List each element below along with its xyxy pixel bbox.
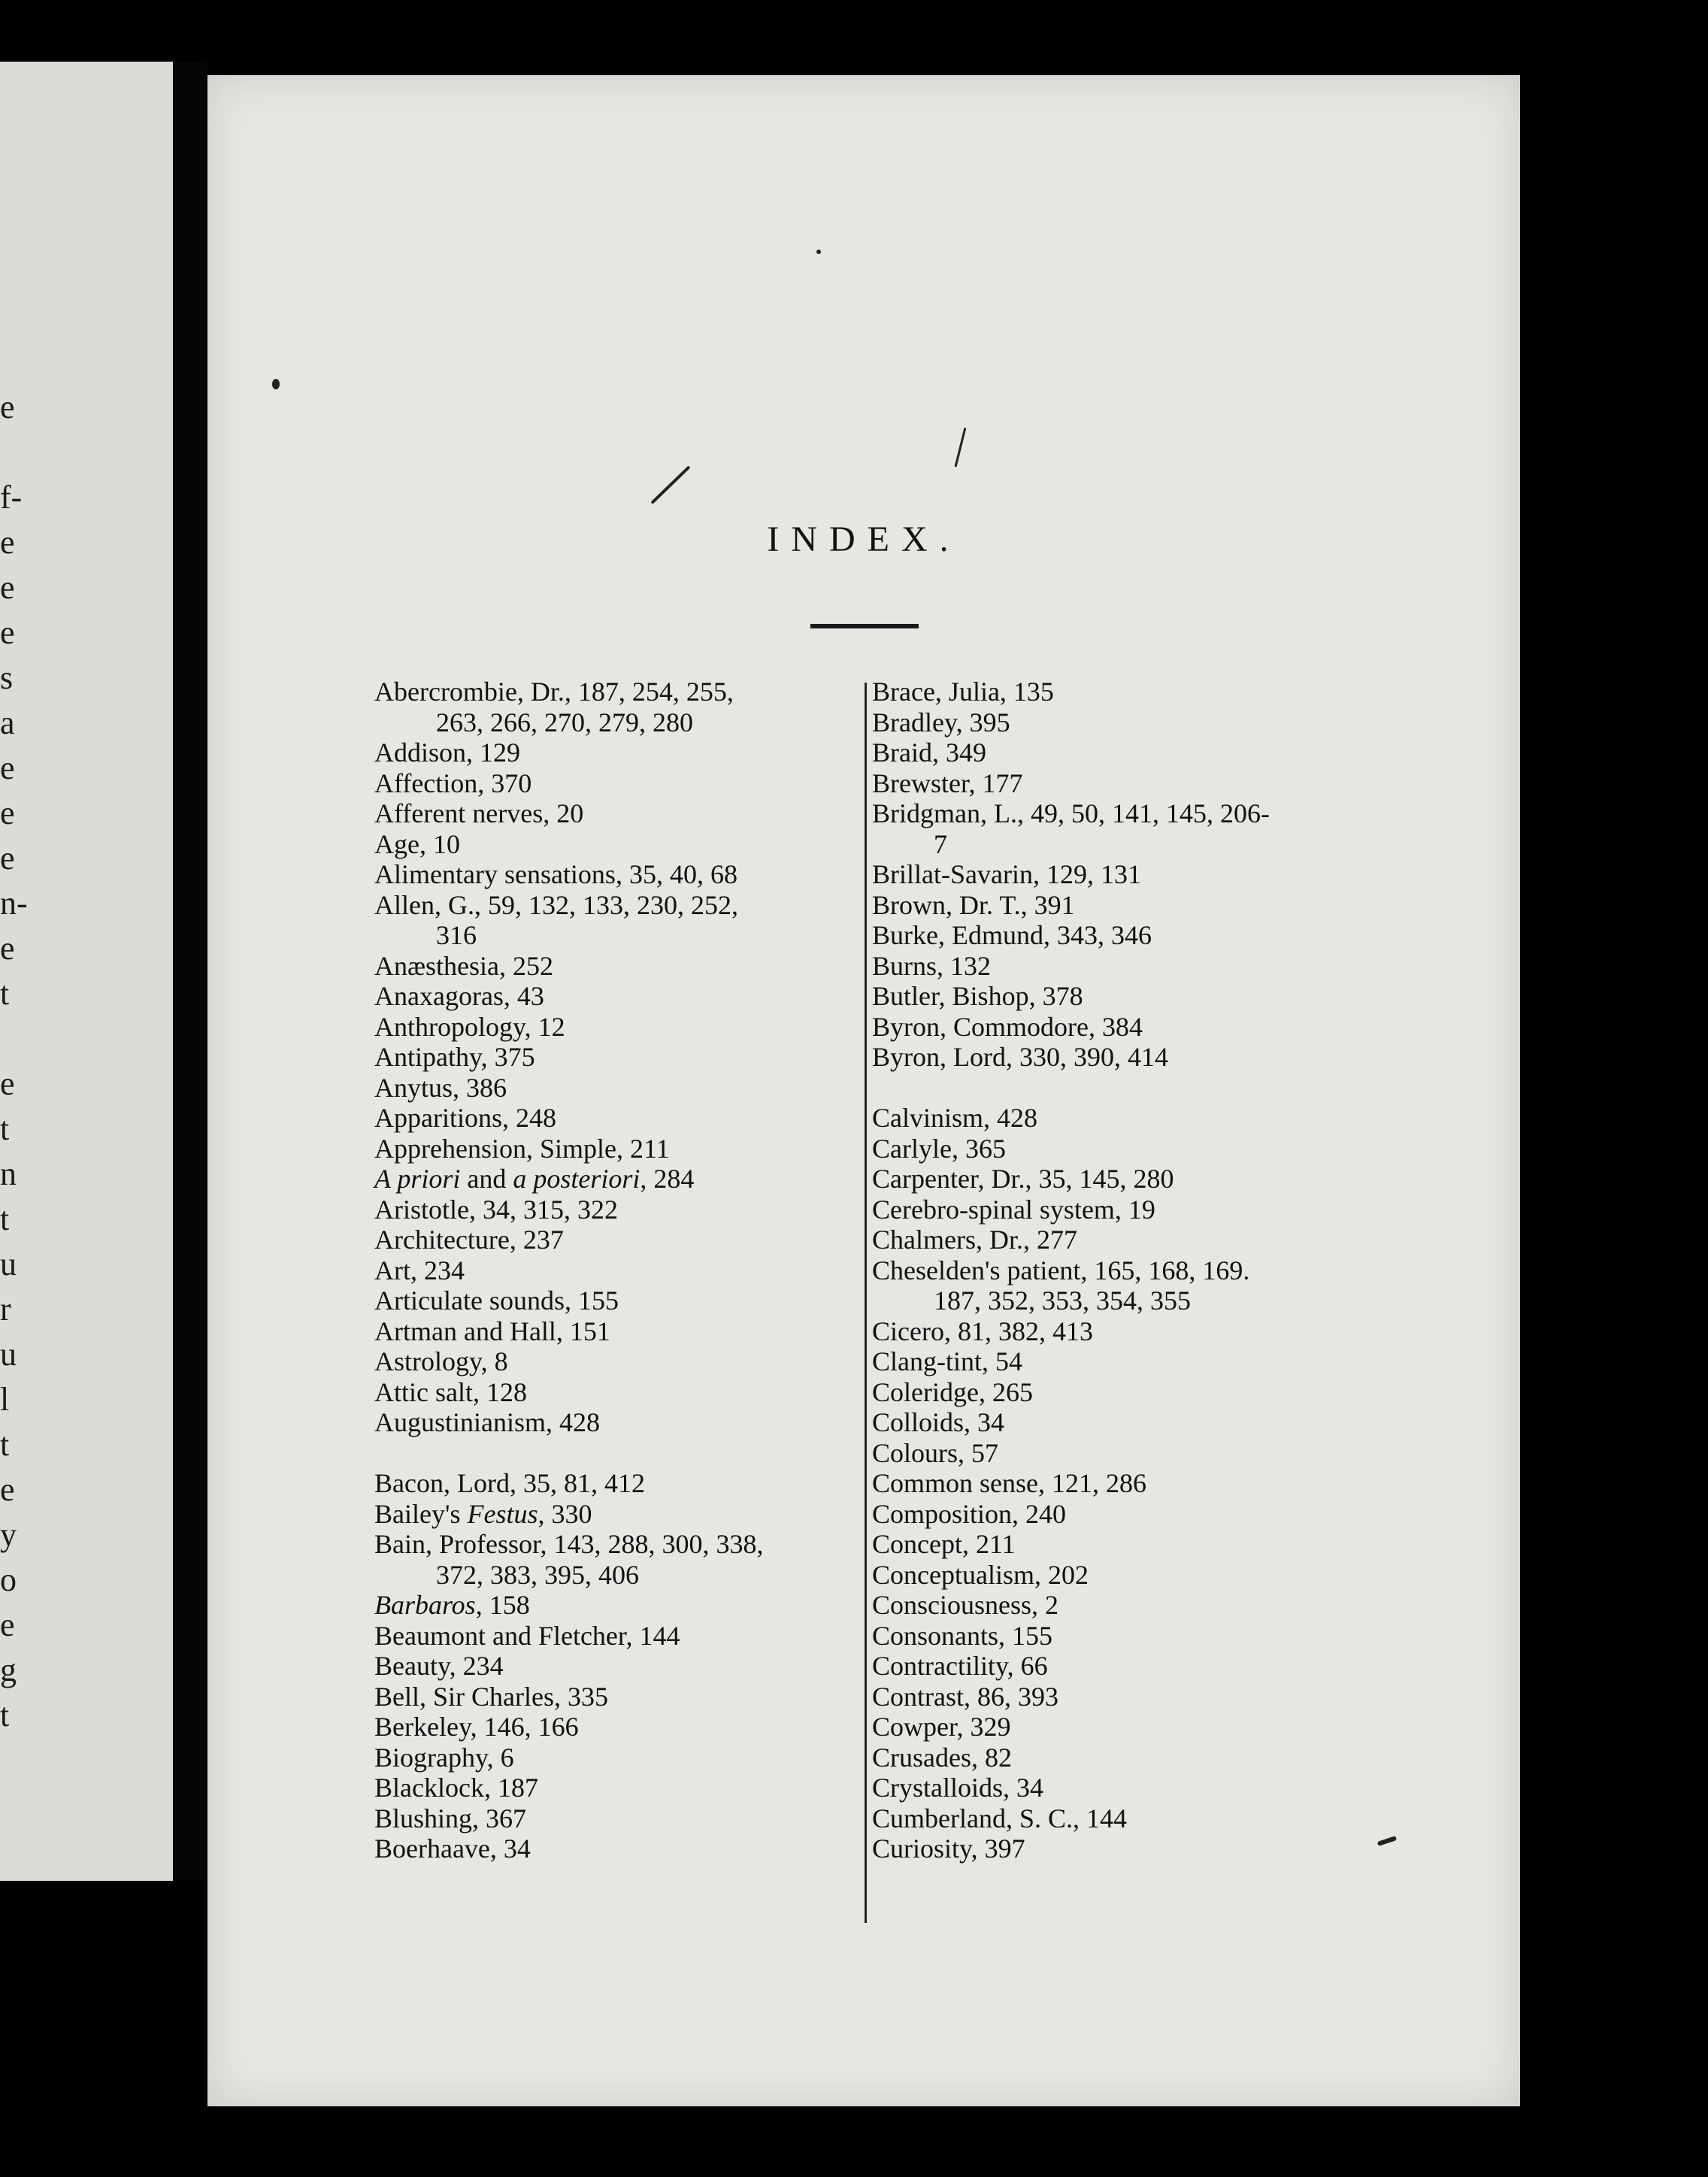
index-entry: Colloids, 34 — [872, 1407, 1005, 1437]
index-entry: Bell, Sir Charles, 335 — [374, 1681, 608, 1712]
index-entry: Contractility, 66 — [872, 1651, 1048, 1681]
index-entry: Braid, 349 — [872, 737, 986, 768]
scan-speck — [272, 379, 280, 389]
index-entry: Common sense, 121, 286 — [872, 1468, 1146, 1498]
index-entry: Anaxagoras, 43 — [374, 981, 544, 1011]
index-entry: Anthropology, 12 — [374, 1011, 565, 1042]
index-entry: Byron, Commodore, 384 — [872, 1011, 1143, 1042]
index-entry: Cicero, 81, 382, 413 — [872, 1316, 1093, 1346]
index-entry: 187, 352, 353, 354, 355 — [934, 1285, 1191, 1316]
facing-page-letter: f- — [0, 479, 23, 516]
index-entry: Contrast, 86, 393 — [872, 1681, 1058, 1712]
index-entry: 372, 383, 395, 406 — [436, 1559, 639, 1590]
section-gap — [374, 1438, 856, 1469]
facing-page-letter: e — [0, 1471, 15, 1508]
index-entry: Anæsthesia, 252 — [374, 950, 553, 981]
facing-page-letter: g — [0, 1652, 17, 1688]
index-entry: Clang-tint, 54 — [872, 1346, 1022, 1376]
index-entry: Crusades, 82 — [872, 1742, 1012, 1773]
index-entry: A priori and a posteriori, 284 — [374, 1164, 695, 1194]
scan-speck — [816, 250, 821, 254]
index-page — [207, 75, 1520, 2106]
index-entry: Apparitions, 248 — [374, 1103, 556, 1133]
index-column-right — [872, 677, 1353, 1864]
facing-page-letter: s — [0, 659, 14, 696]
facing-page — [0, 62, 173, 1881]
scan-speck — [1377, 1836, 1398, 1846]
index-entry: Beauty, 234 — [374, 1651, 504, 1681]
index-entry: Blushing, 367 — [374, 1803, 527, 1833]
facing-page-letter: e — [0, 389, 15, 425]
index-entry: Biography, 6 — [374, 1742, 514, 1773]
index-entry: Brace, Julia, 135 — [872, 677, 1054, 707]
facing-page-letter: e — [0, 840, 15, 877]
index-entry: Attic salt, 128 — [374, 1376, 527, 1407]
index-entry: Age, 10 — [374, 828, 460, 859]
facing-page-letter: y — [0, 1516, 17, 1553]
index-entry: Aristotle, 34, 315, 322 — [374, 1194, 618, 1225]
scan-speck — [955, 427, 967, 467]
facing-page-letter: e — [0, 930, 15, 967]
index-entry: Berkeley, 146, 166 — [374, 1712, 579, 1742]
index-entry: Barbaros, 158 — [374, 1590, 530, 1620]
index-entry: Articulate sounds, 155 — [374, 1285, 619, 1316]
index-entry: Composition, 240 — [872, 1498, 1067, 1529]
index-entry: Cheselden's patient, 165, 168, 169. — [872, 1255, 1250, 1285]
index-entry: Bradley, 395 — [872, 707, 1010, 737]
facing-page-letter: t — [0, 1110, 10, 1147]
index-entry: Chalmers, Dr., 277 — [872, 1225, 1077, 1255]
index-entry: Butler, Bishop, 378 — [872, 981, 1083, 1011]
index-entry: 263, 266, 270, 279, 280 — [436, 707, 693, 737]
index-entry: Beaumont and Fletcher, 144 — [374, 1620, 680, 1651]
index-entry: Antipathy, 375 — [374, 1042, 535, 1072]
facing-page-letter: t — [0, 975, 10, 1012]
index-entry: Crystalloids, 34 — [872, 1773, 1044, 1803]
index-entry: Bailey's Festus, 330 — [374, 1498, 592, 1529]
index-entry: Burns, 132 — [872, 950, 992, 981]
facing-page-letter: e — [0, 569, 15, 606]
facing-page-letter: n- — [0, 885, 28, 922]
index-entry: Burke, Edmund, 343, 346 — [872, 920, 1152, 950]
index-entry: Affection, 370 — [374, 768, 532, 798]
index-entry: Artman and Hall, 151 — [374, 1316, 610, 1346]
facing-page-letter: e — [0, 749, 15, 786]
book-gutter — [173, 62, 207, 1881]
facing-page-letter: n — [0, 1155, 17, 1192]
index-entry: Colours, 57 — [872, 1437, 999, 1468]
index-entry: Bacon, Lord, 35, 81, 412 — [374, 1468, 645, 1498]
facing-page-letter: e — [0, 614, 15, 651]
facing-page-letter: t — [0, 1426, 10, 1463]
index-entry: Curiosity, 397 — [872, 1833, 1025, 1864]
index-entry: Brewster, 177 — [872, 768, 1023, 798]
index-entry: 7 — [934, 828, 947, 859]
index-entry: Astrology, 8 — [374, 1346, 508, 1376]
column-divider — [865, 683, 867, 1923]
facing-page-letter: e — [0, 1606, 15, 1643]
index-entry: 316 — [436, 920, 477, 950]
index-entry: Consonants, 155 — [872, 1620, 1053, 1651]
facing-page-letter: t — [0, 1201, 10, 1237]
index-entry: Blacklock, 187 — [374, 1773, 538, 1803]
index-entry: Addison, 129 — [374, 737, 521, 768]
facing-page-letter — [0, 1016, 72, 1061]
facing-page-letter: e — [0, 1065, 15, 1102]
index-entry: Byron, Lord, 330, 390, 414 — [872, 1042, 1168, 1072]
page-title: INDEX. — [767, 519, 961, 559]
index-entry: Alimentary sensations, 35, 40, 68 — [374, 859, 737, 889]
index-entry: Architecture, 237 — [374, 1225, 564, 1255]
facing-page-letter: a — [0, 704, 15, 741]
index-entry: Coleridge, 265 — [872, 1376, 1033, 1407]
index-entry: Boerhaave, 34 — [374, 1833, 531, 1864]
facing-page-letter: e — [0, 524, 15, 561]
index-entry: Carpenter, Dr., 35, 145, 280 — [872, 1164, 1174, 1194]
facing-page-letter: u — [0, 1336, 17, 1373]
index-entry: Consciousness, 2 — [872, 1590, 1059, 1620]
index-entry: Afferent nerves, 20 — [374, 798, 584, 828]
facing-page-letter — [0, 430, 72, 475]
index-entry: Calvinism, 428 — [872, 1103, 1038, 1133]
scan-speck — [650, 465, 690, 504]
index-entry: Apprehension, Simple, 211 — [374, 1133, 670, 1164]
facing-page-letter: l — [0, 1381, 10, 1418]
title-rule — [810, 624, 919, 628]
facing-page-edge-text — [0, 385, 72, 1738]
index-entry: Art, 234 — [374, 1255, 465, 1285]
index-entry: Concept, 211 — [872, 1529, 1016, 1559]
index-entry: Cumberland, S. C., 144 — [872, 1803, 1127, 1833]
index-entry: Brillat-Savarin, 129, 131 — [872, 859, 1141, 889]
index-entry: Cowper, 329 — [872, 1712, 1011, 1742]
section-gap — [872, 1073, 1353, 1104]
index-entry: Allen, G., 59, 132, 133, 230, 252, — [374, 889, 738, 920]
index-entry: Bain, Professor, 143, 288, 300, 338, — [374, 1529, 764, 1559]
facing-page-letter: u — [0, 1246, 17, 1282]
index-entry: Cerebro-spinal system, 19 — [872, 1194, 1155, 1225]
facing-page-letter: o — [0, 1561, 17, 1598]
index-entry: Bridgman, L., 49, 50, 141, 145, 206- — [872, 798, 1270, 828]
facing-page-letter: r — [0, 1291, 11, 1328]
index-entry: Conceptualism, 202 — [872, 1559, 1089, 1590]
index-entry: Brown, Dr. T., 391 — [872, 889, 1075, 920]
index-column-left — [374, 677, 856, 1864]
facing-page-letter: t — [0, 1697, 10, 1733]
facing-page-letter: e — [0, 795, 15, 831]
index-entry: Augustinianism, 428 — [374, 1407, 601, 1437]
index-entry: Abercrombie, Dr., 187, 254, 255, — [374, 677, 734, 707]
index-entry: Anytus, 386 — [374, 1072, 507, 1103]
index-entry: Carlyle, 365 — [872, 1133, 1006, 1164]
